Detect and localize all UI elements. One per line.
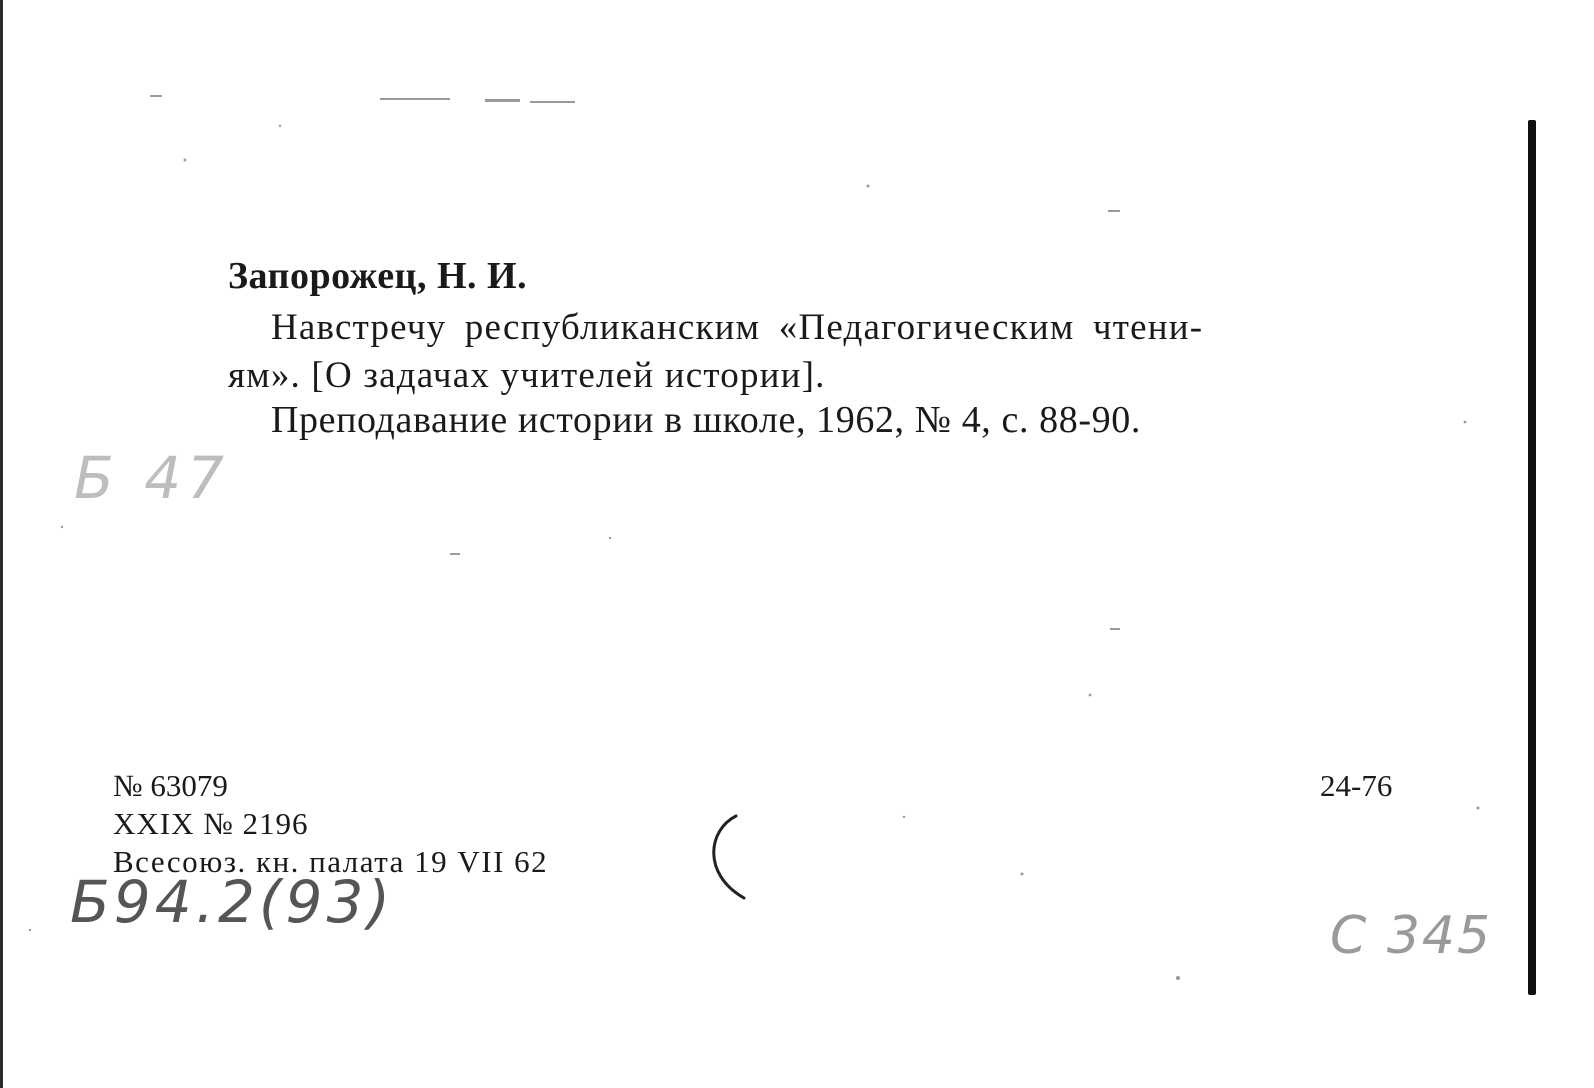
- pencil-bracket-mark: [700, 812, 750, 902]
- card-title-line-2: ям». [О задачах учителей истории].: [228, 355, 826, 396]
- pencil-mark-top-left: Б 47: [74, 444, 231, 512]
- card-number: № 63079: [113, 768, 228, 803]
- card-title-line-1: Навстречу республиканским «Педагогическим чтени-: [271, 307, 1204, 348]
- card-series: XXIX № 2196: [113, 806, 309, 841]
- pencil-mark-bottom-right: С 345: [1330, 906, 1493, 966]
- pencil-mark-bottom-left: Б94.2(93): [70, 868, 394, 936]
- card-chamber-date: Всесоюз. кн. палата 19 VII 62: [113, 844, 549, 879]
- card-author: Запорожец, Н. И.: [228, 255, 528, 297]
- card-source: Преподавание истории в школе, 1962, № 4, с. 88-90.: [271, 399, 1141, 441]
- card-class-code: 24-76: [1320, 768, 1393, 803]
